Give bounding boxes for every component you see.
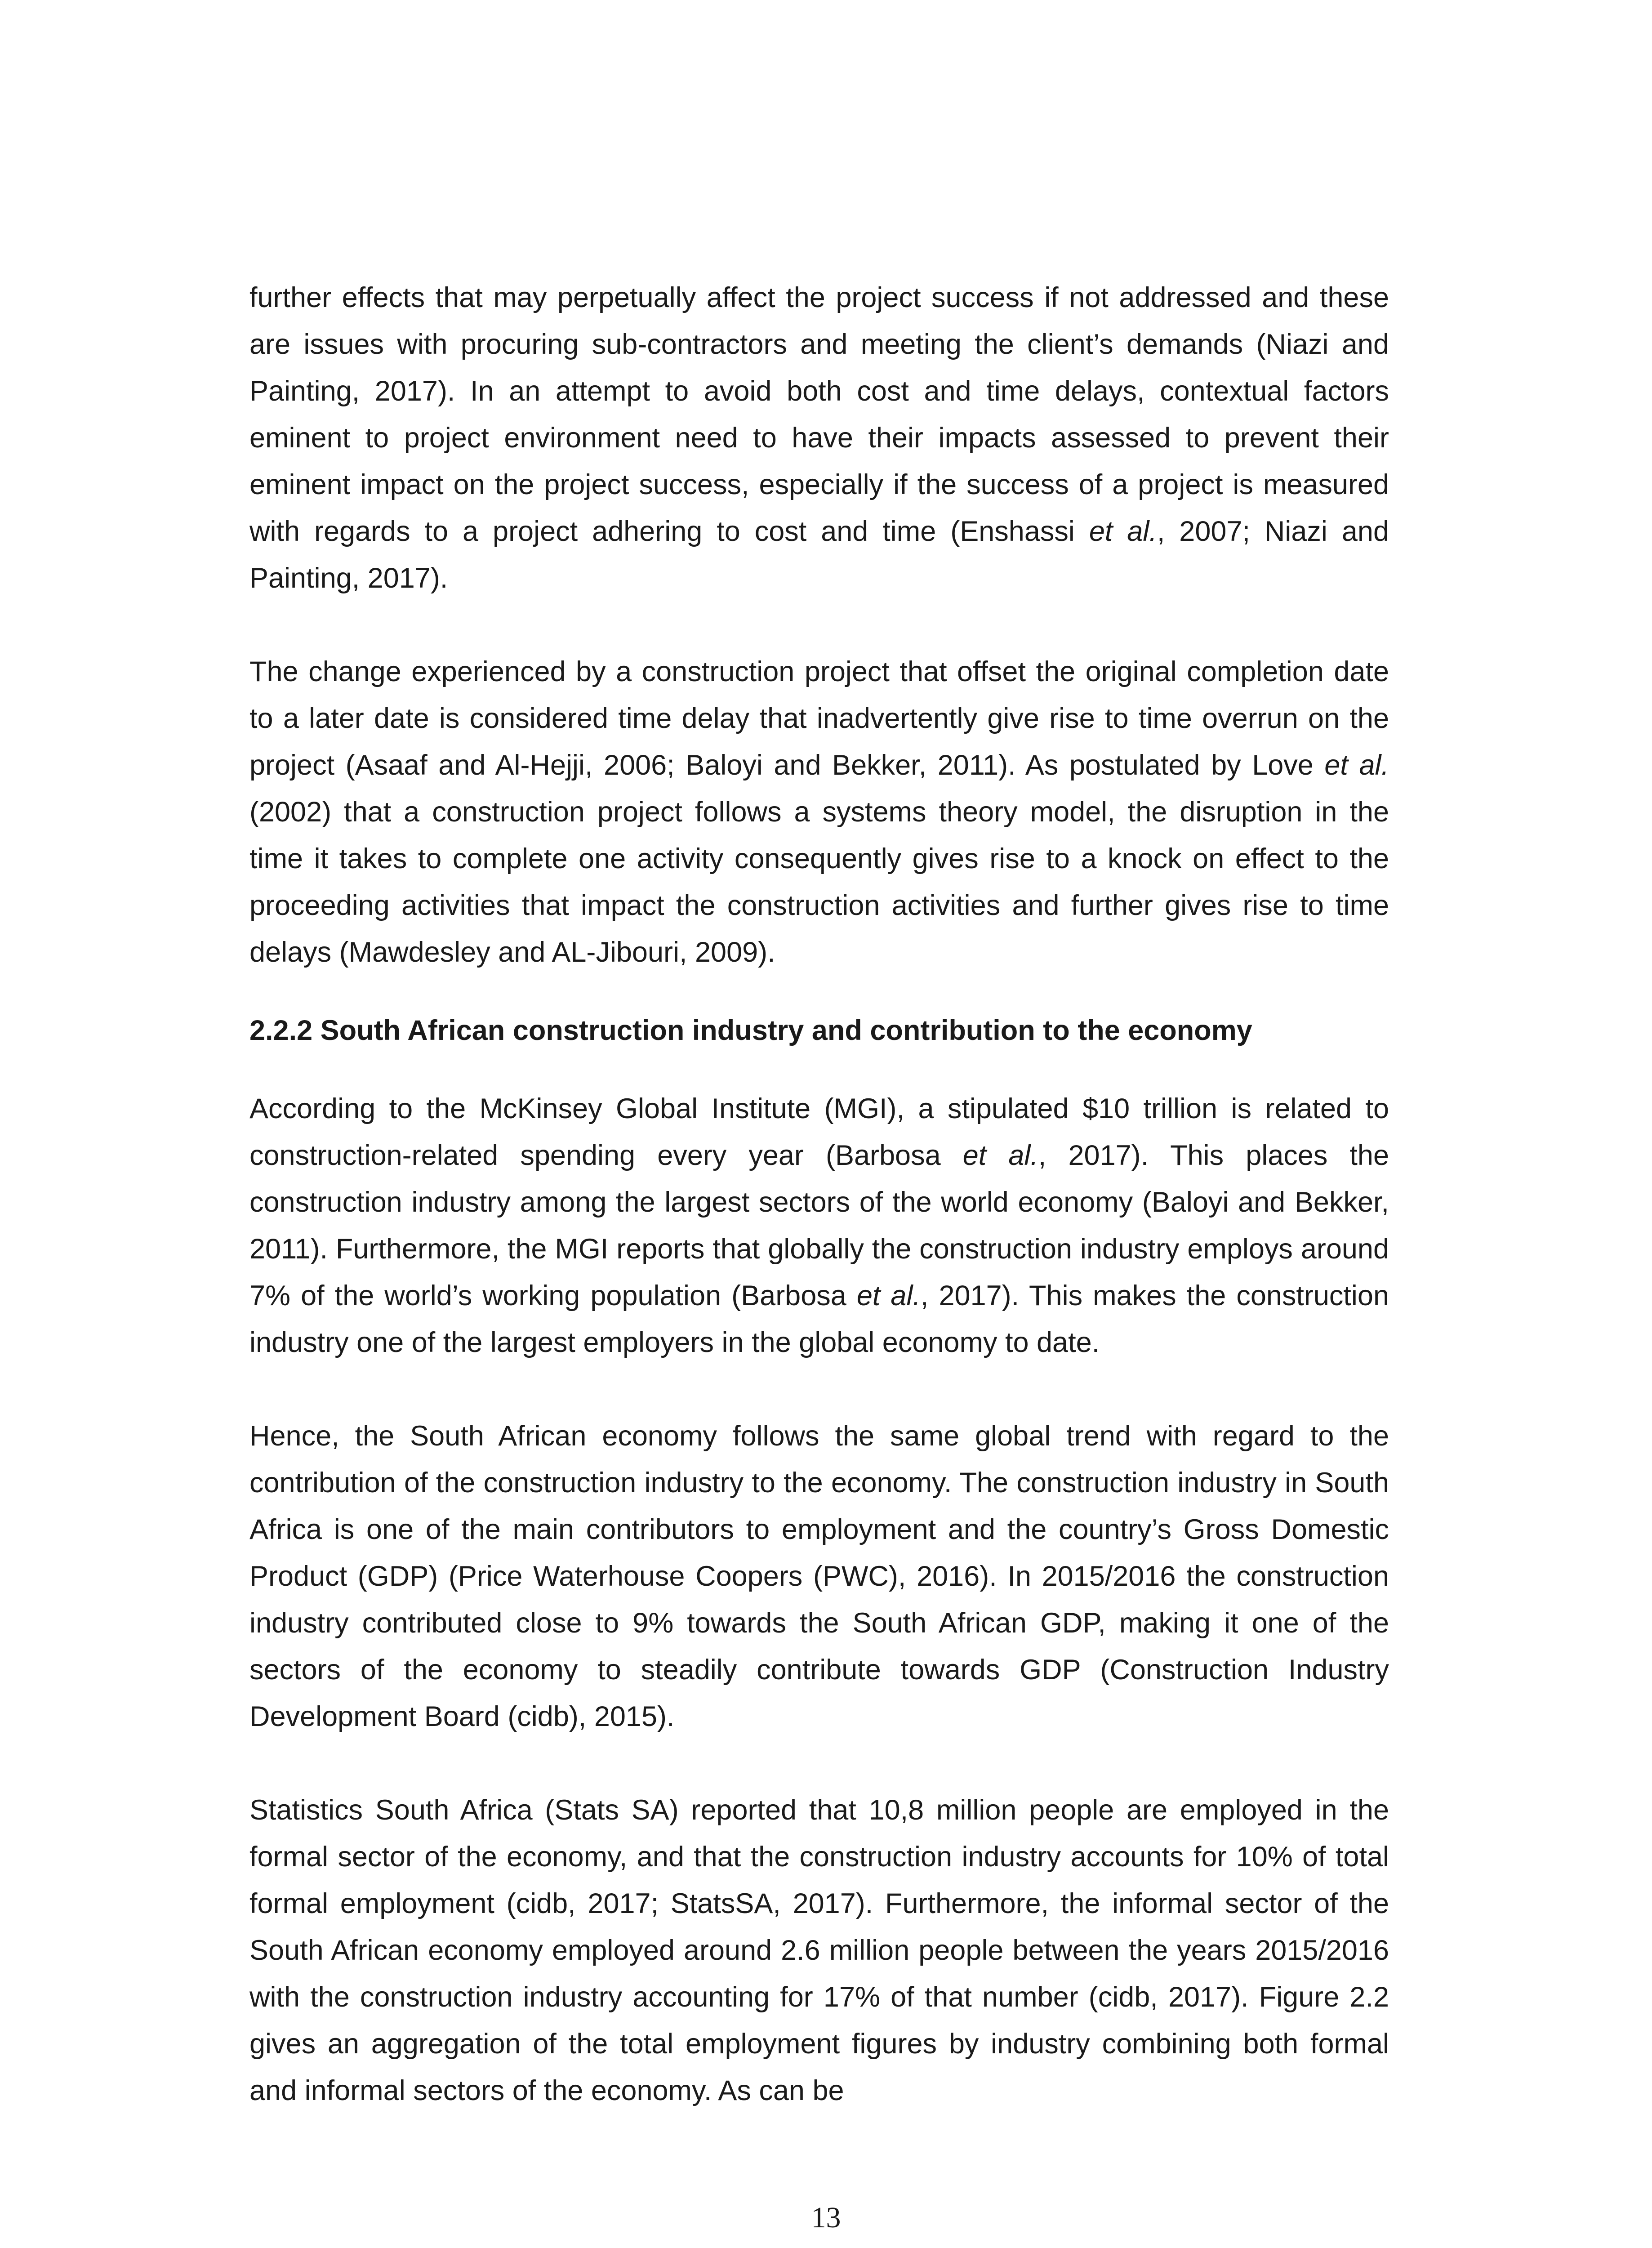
- paragraph-south-african-economy: Hence, the South African economy follows the same global trend with regard to the contribution of the construction industry to the economy. The construction industry in South Africa is one of the main contributors to employment and the country’s Gross Domestic Product (GDP) (Price Waterhouse Coopers (PWC), 2016). In 2015/2016 the construction industry contributed close to 9% towards the South African GDP, making it one of the sectors of the economy to steadily contribute towards GDP (Construction Industry Development Board (cidb), 2015).: [249, 1420, 1389, 1732]
- page-number: 13: [811, 2201, 841, 2234]
- paragraph-employment-statistics: Statistics South Africa (Stats SA) reported that 10,8 million people are employed in the formal sector of the economy, and that the construction industry accounts for 10% of total formal employment (cidb, 2017; StatsSA, 2017). Furthermore, the informal sector of the South African economy employed around 2.6 million people between the years 2015/2016 with the construction industry accounting for 17% of that number (cidb, 2017). Figure 2.2 gives an aggregation of the total employment figures by industry combining both formal and informal sectors of the economy. As can be: [249, 1794, 1389, 2106]
- paragraph-project-success: [249, 274, 1389, 602]
- italic-et-al: et al.: [856, 1280, 921, 1311]
- italic-et-al: et al.: [1089, 516, 1157, 547]
- paragraph-text: , 2007; Niazi and Painting, 2017).: [249, 516, 1389, 594]
- paragraph-text: , 2017). This places the construction industry among the largest sectors of the world economy (Baloyi and Bekker, 2011). Furthermore, the MGI reports that globally the construction industry employs around 7% of the world’s working population (Barbosa: [249, 1140, 1389, 1311]
- paragraph-time-delay: [249, 648, 1389, 976]
- italic-et-al: et al.: [1324, 749, 1389, 781]
- paragraph-text: (2002) that a construction project follows a systems theory model, the disruption in the time it takes to complete one activity consequently gives rise to a knock on effect to the proceeding activities that impact the construction activities and further gives rise to time delays (Mawdesley and AL-Jibouri, 2009).: [249, 796, 1389, 968]
- paragraph-text: The change experienced by a construction project that offset the original completion date to a later date is considered time delay that inadvertently give rise to time overrun on the project (Asaaf and Al-Hejji, 2006; Baloyi and Bekker, 2011). As postulated by Love: [249, 656, 1389, 781]
- italic-et-al: et al.: [962, 1140, 1038, 1171]
- document-body: [249, 274, 1389, 2114]
- paragraph-text: According to the McKinsey Global Institute (MGI), a stipulated $10 trillion is related to construction-related spending every year (Barbosa: [249, 1093, 1389, 1171]
- paragraph-global-construction: [249, 1085, 1389, 1366]
- section-heading: 2.2.2 South African construction industry and contribution to the economy: [249, 1015, 1252, 1046]
- paragraph-text: further effects that may perpetually affect the project success if not addressed and these are issues with procuring sub-contractors and meeting the client’s demands (Niazi and Painting, 2017). In an attempt to avoid both cost and time delays, contextual factors eminent to project environment need to have their impacts assessed to prevent their eminent impact on the project success, especially if the success of a project is measured with regards to a project adhering to cost and time (Enshassi: [249, 282, 1389, 547]
- paragraph-text: , 2017). This makes the construction industry one of the largest employers in the global economy to date.: [249, 1280, 1389, 1358]
